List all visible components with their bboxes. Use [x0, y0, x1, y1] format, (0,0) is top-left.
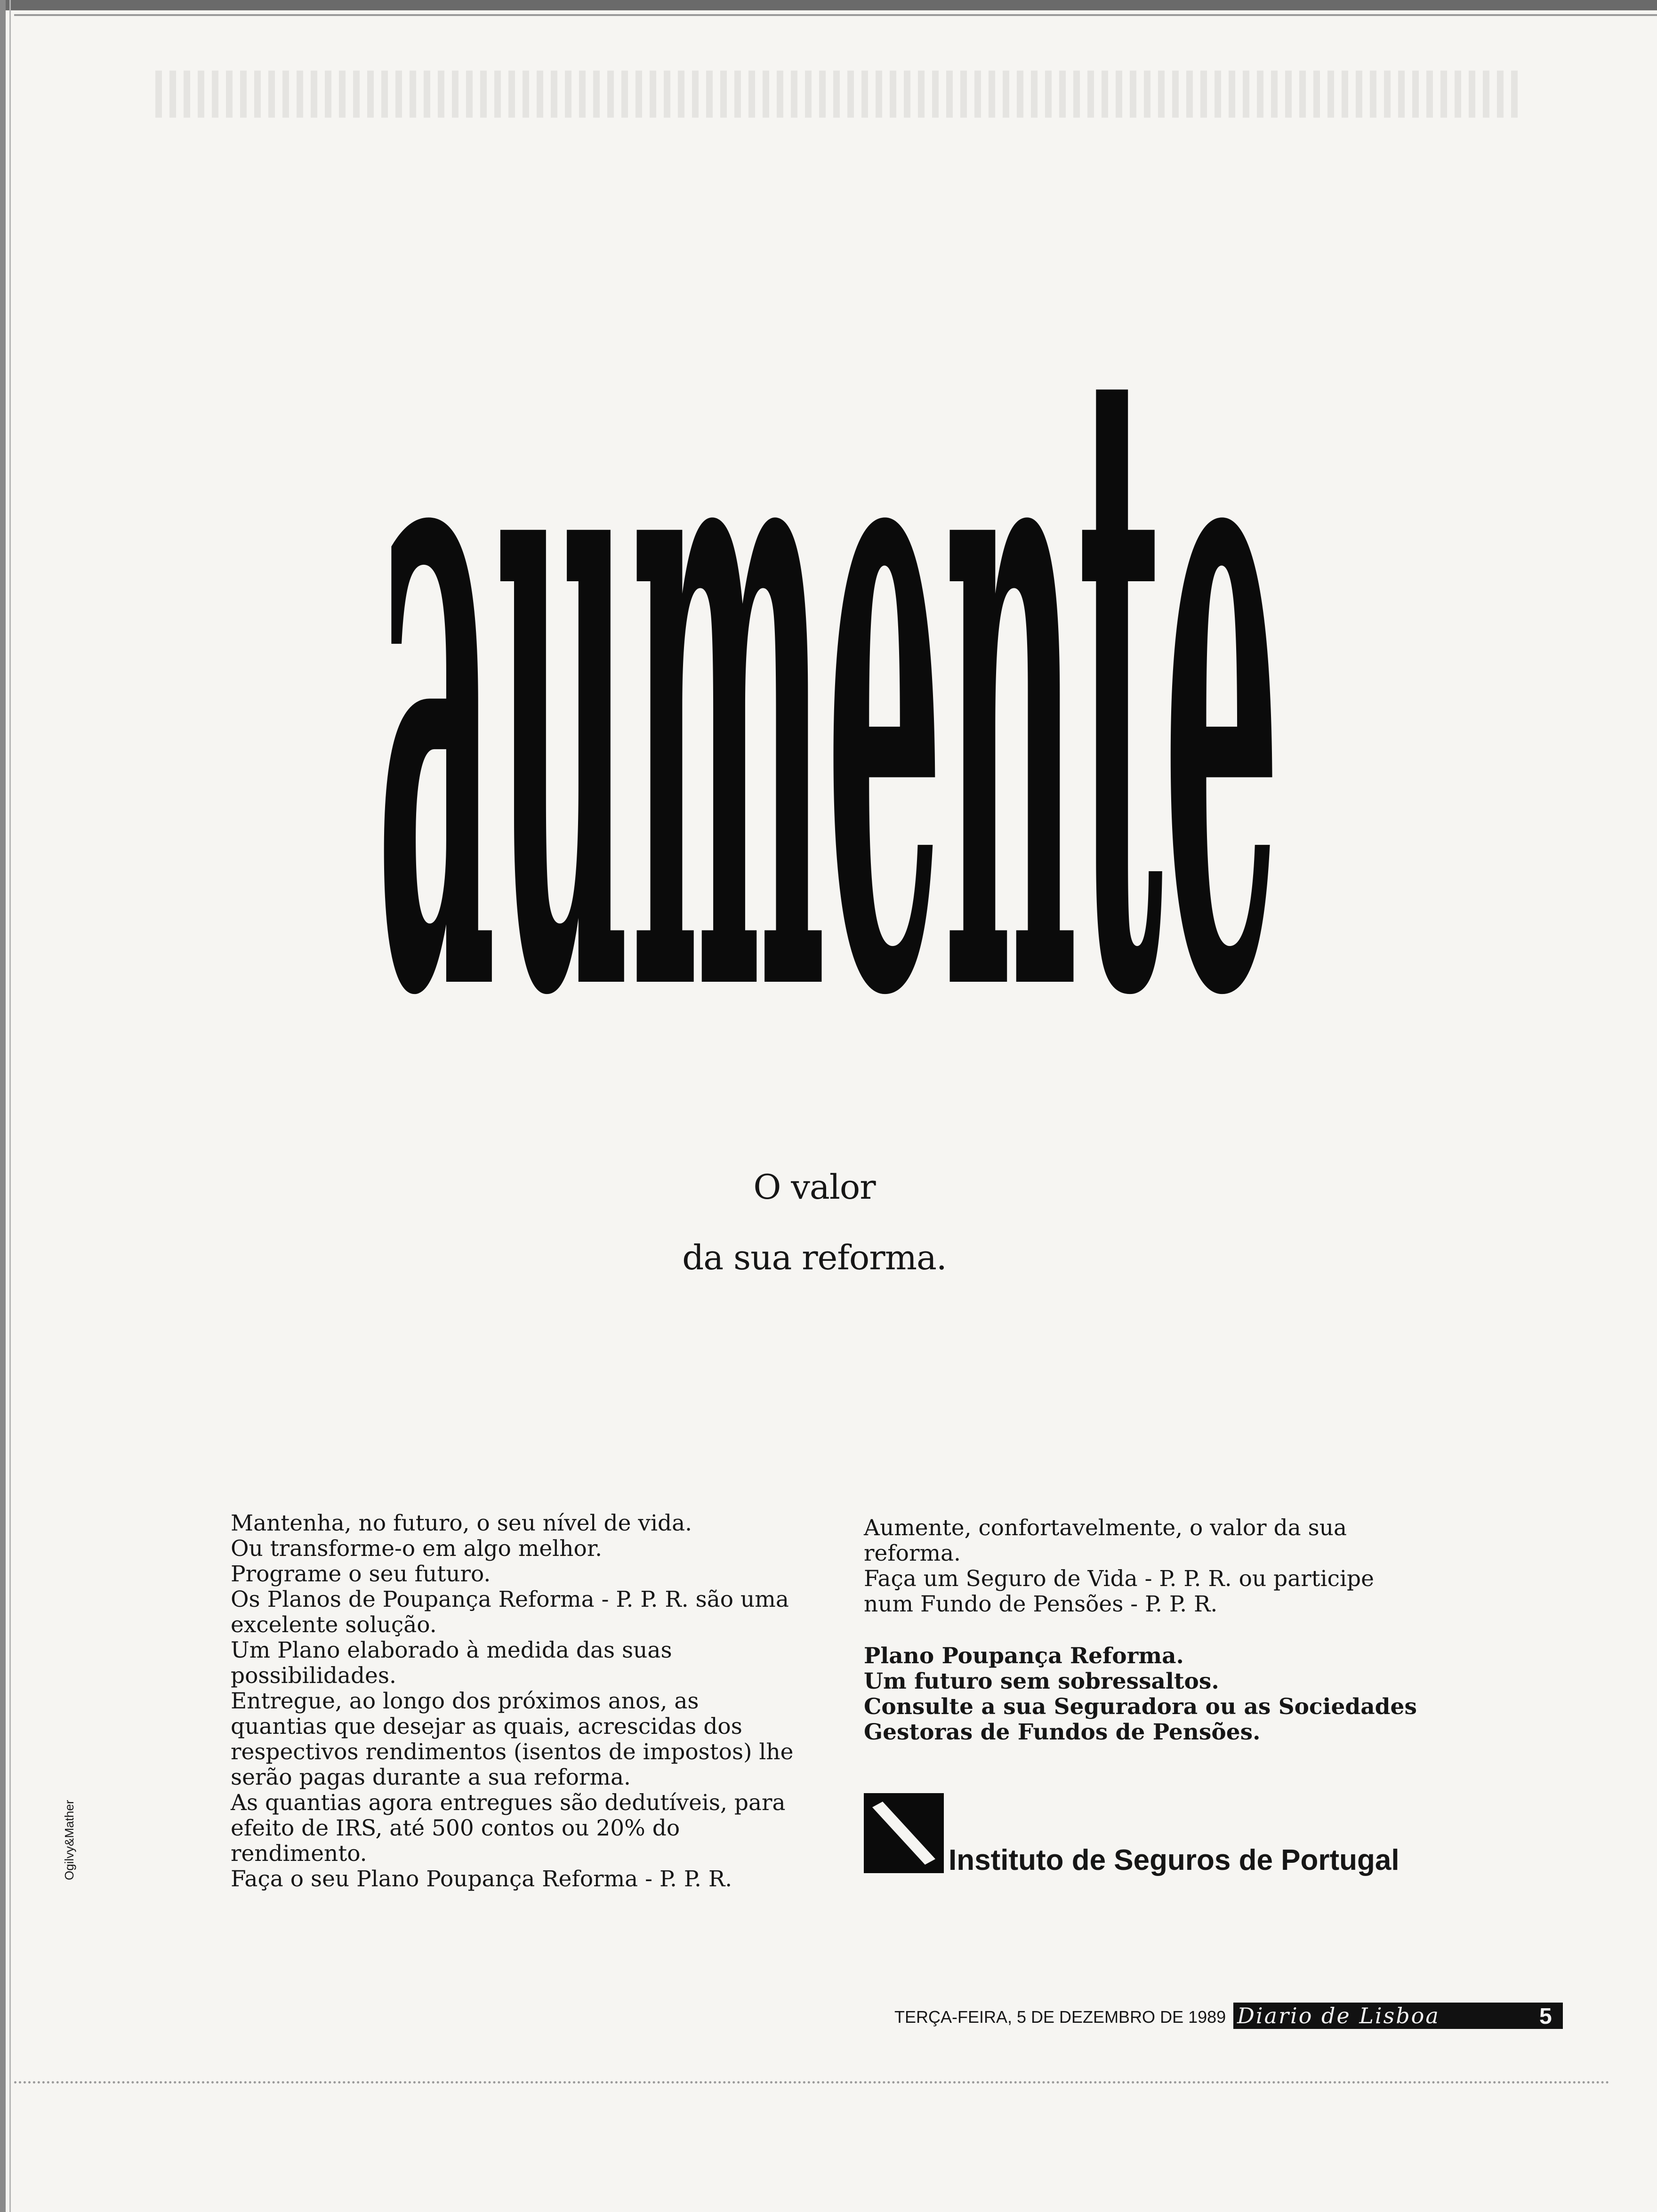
body-right-bold-1: Plano Poupança Reforma. — [864, 1643, 1184, 1669]
body-text-right — [864, 1515, 1429, 1745]
tagline-line-2: da sua reforma. — [682, 1238, 947, 1277]
body-text-left: Mantenha, no futuro, o seu nível de vida. Ou transforme-o em algo melhor. Programe o seu futuro. Os Planos de Poupança Reforma - P. P. R. são uma excelente solução. Um Plano elaborado à medida das suas possibilidades. Entregue, ao longo dos próximos anos, as quantias que desejar as quais, acrescidas dos respectivos rendimentos (isentos de impostos) lhe serão pagas durante a sua reforma. As quantias agora entregues são dedutíveis, para efeito de IRS, até 500 contos ou 20% do rendimento. Faça o seu Plano Poupança Reforma - P. P. R. — [231, 1510, 794, 1892]
body-right-paragraph-1: Aumente, confortavelmente, o valor da sua reforma. — [864, 1515, 1347, 1566]
newspaper-name: Diario de Lisboa — [1237, 2003, 1440, 2028]
organization-name: Instituto de Seguros de Portugal — [949, 1844, 1400, 1876]
tagline-line-1: O valor — [753, 1167, 876, 1207]
spacer — [864, 1617, 1429, 1643]
left-border — [0, 0, 6, 2212]
left-border-secondary — [9, 0, 11, 2212]
body-right-bold-3: Consulte a sua Seguradora ou as Sociedades Gestoras de Fundos de Pensões. — [864, 1694, 1417, 1745]
top-border — [0, 0, 1657, 10]
footer-date: TERÇA-FEIRA, 5 DE DEZEMBRO DE 1989 — [894, 2007, 1226, 2027]
page-number: 5 — [1539, 2004, 1552, 2029]
body-right-bold-2: Um futuro sem sobressaltos. — [864, 1668, 1219, 1694]
top-border-secondary — [14, 14, 1657, 16]
agency-credit: Ogilvy&Mather — [62, 1800, 76, 1880]
bottom-dotted-rule — [14, 2081, 1610, 2086]
show-through-texture — [155, 71, 1520, 118]
isp-logo-icon — [864, 1793, 944, 1873]
headline-text: aumente — [376, 165, 1281, 1017]
body-right-paragraph-2: Faça um Seguro de Vida - P. P. R. ou participe num Fundo de Pensões - P. P. R. — [864, 1566, 1374, 1617]
headline-aumente — [367, 146, 1290, 1017]
